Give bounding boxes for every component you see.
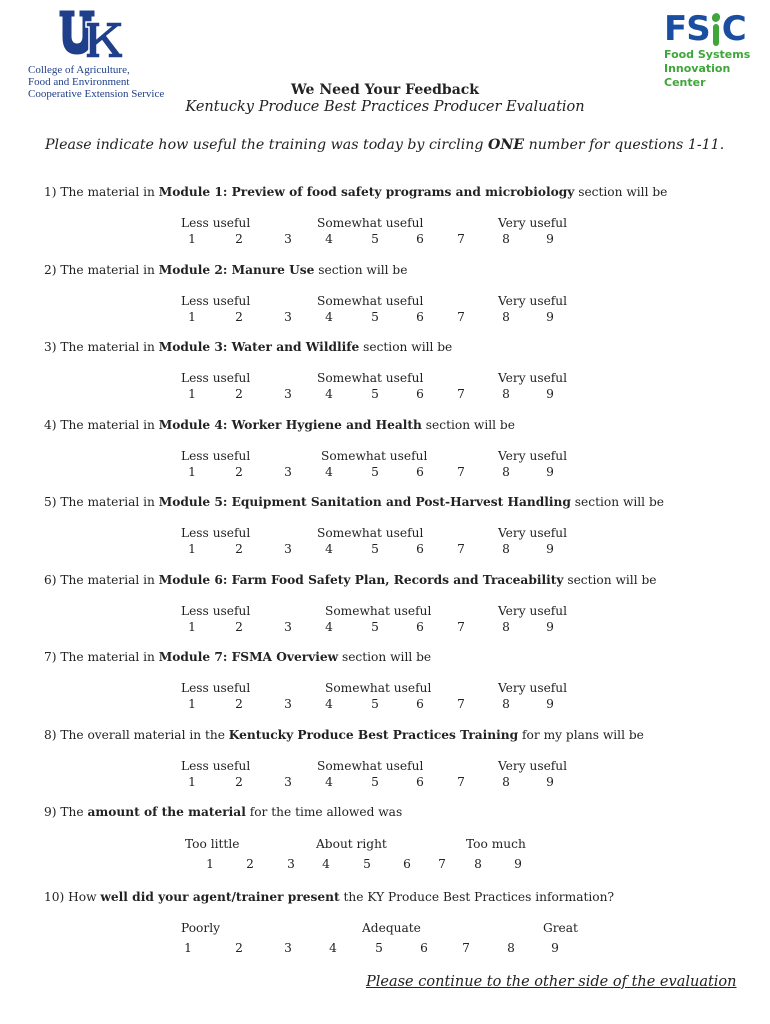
- scale-high-label: Very useful: [498, 216, 568, 230]
- scale-low-label: Poorly: [181, 921, 220, 935]
- scale-mid-label: Somewhat useful: [317, 294, 424, 308]
- rating-option[interactable]: 4: [325, 465, 333, 479]
- rating-option[interactable]: 7: [457, 697, 465, 711]
- question-topic: Module 7: FSMA Overview: [158, 650, 339, 664]
- rating-option[interactable]: 9: [546, 620, 554, 634]
- question-prefix: 6) The material in: [44, 573, 159, 587]
- page-subtitle: Kentucky Produce Best Practices Producer Evaluation: [185, 99, 585, 115]
- uk-line-3: Cooperative Extension Service: [28, 88, 165, 100]
- rating-scale-4: [0, 465, 770, 481]
- rating-option[interactable]: 6: [416, 465, 424, 479]
- fsic-line-3: Center: [664, 76, 706, 89]
- question-suffix: section will be: [570, 495, 664, 509]
- rating-option[interactable]: 2: [235, 310, 243, 324]
- scale-mid-label: Somewhat useful: [317, 371, 424, 385]
- scale-mid-label: Somewhat useful: [325, 681, 432, 695]
- question-prefix: 8) The overall material in the: [44, 728, 229, 742]
- scale-mid-label: About right: [316, 837, 387, 851]
- rating-option[interactable]: 8: [502, 310, 510, 324]
- question-prefix: 3) The material in: [44, 340, 159, 354]
- question-2: [44, 263, 407, 277]
- rating-option[interactable]: 8: [502, 542, 510, 556]
- uk-line-1: College of Agriculture,: [28, 64, 130, 76]
- rating-option[interactable]: 4: [325, 775, 333, 789]
- question-suffix: section will be: [359, 340, 453, 354]
- rating-option[interactable]: 5: [363, 857, 371, 871]
- question-prefix: 4) The material in: [44, 418, 159, 432]
- rating-option[interactable]: 3: [284, 465, 292, 479]
- rating-option[interactable]: 7: [462, 941, 470, 955]
- rating-scale-5: [0, 542, 770, 558]
- question-prefix: 10) How: [44, 890, 101, 904]
- rating-scale-9: [0, 857, 770, 873]
- rating-option[interactable]: 7: [457, 232, 465, 246]
- rating-scale-6: [0, 620, 770, 636]
- rating-option[interactable]: 4: [325, 620, 333, 634]
- fsic-word-part-1: FS: [664, 9, 710, 49]
- rating-option[interactable]: 9: [546, 542, 554, 556]
- rating-option[interactable]: 7: [457, 542, 465, 556]
- scale-low-label: Too little: [185, 837, 240, 851]
- rating-option[interactable]: 5: [371, 542, 379, 556]
- question-topic: Module 3: Water and Wildlife: [158, 340, 360, 354]
- fsic-logo: [664, 9, 764, 90]
- question-6: [44, 573, 657, 587]
- rating-option[interactable]: 3: [284, 387, 292, 401]
- rating-option[interactable]: 3: [287, 857, 295, 871]
- fsic-word-part-2: C: [721, 9, 746, 49]
- rating-option[interactable]: 5: [371, 465, 379, 479]
- rating-option[interactable]: 1: [188, 775, 196, 789]
- rating-option[interactable]: 8: [507, 941, 515, 955]
- question-7: [44, 650, 431, 664]
- rating-option[interactable]: 8: [502, 775, 510, 789]
- rating-option[interactable]: 1: [188, 620, 196, 634]
- rating-option[interactable]: 4: [325, 387, 333, 401]
- question-suffix: section will be: [338, 650, 432, 664]
- scale-labels-5: [0, 526, 770, 542]
- rating-option[interactable]: 1: [188, 465, 196, 479]
- question-topic: Module 5: Equipment Sanitation and Post-Harvest Handling: [158, 495, 571, 509]
- scale-high-label: Great: [543, 921, 578, 935]
- rating-option[interactable]: 1: [188, 697, 196, 711]
- instructions-emphasis: ONE: [487, 137, 525, 153]
- question-topic: Module 1: Preview of food safety programs and microbiology: [158, 185, 575, 199]
- rating-option[interactable]: 1: [206, 857, 214, 871]
- question-1: [44, 185, 667, 199]
- page-title: We Need Your Feedback: [290, 82, 480, 98]
- fsic-line-2: Innovation: [664, 62, 731, 75]
- rating-option[interactable]: 7: [457, 620, 465, 634]
- rating-option[interactable]: 2: [235, 620, 243, 634]
- question-8: [44, 728, 644, 742]
- question-suffix: for the time allowed was: [245, 805, 403, 819]
- question-topic: amount of the material: [87, 805, 246, 819]
- scale-labels-10: [0, 921, 770, 937]
- rating-option[interactable]: 3: [284, 310, 292, 324]
- continue-note: Please continue to the other side of the evaluation: [366, 974, 737, 990]
- rating-option[interactable]: 6: [416, 775, 424, 789]
- rating-option[interactable]: 2: [235, 465, 243, 479]
- question-10: [44, 890, 614, 904]
- scale-low-label: Less useful: [181, 371, 251, 385]
- rating-option[interactable]: 1: [188, 387, 196, 401]
- question-3: [44, 340, 452, 354]
- rating-option[interactable]: 8: [502, 465, 510, 479]
- rating-option[interactable]: 1: [188, 232, 196, 246]
- scale-high-label: Very useful: [498, 449, 568, 463]
- sprout-i-icon: [711, 12, 721, 46]
- instructions: [45, 137, 724, 153]
- rating-option[interactable]: 4: [322, 857, 330, 871]
- rating-option[interactable]: 7: [457, 310, 465, 324]
- scale-low-label: Less useful: [181, 759, 251, 773]
- scale-labels-6: [0, 604, 770, 620]
- rating-option[interactable]: 5: [371, 387, 379, 401]
- rating-option[interactable]: 6: [416, 542, 424, 556]
- scale-labels-4: [0, 449, 770, 465]
- scale-high-label: Very useful: [498, 681, 568, 695]
- rating-scale-10: [0, 941, 770, 957]
- rating-option[interactable]: 5: [371, 697, 379, 711]
- rating-option[interactable]: 2: [235, 941, 243, 955]
- rating-option[interactable]: 3: [284, 697, 292, 711]
- scale-labels-2: [0, 294, 770, 310]
- uk-monogram-icon: [58, 8, 124, 60]
- scale-low-label: Less useful: [181, 604, 251, 618]
- rating-option[interactable]: 3: [284, 232, 292, 246]
- scale-high-label: Very useful: [498, 371, 568, 385]
- question-topic: well did your agent/trainer present: [100, 890, 340, 904]
- scale-mid-label: Somewhat useful: [321, 449, 428, 463]
- rating-option[interactable]: 5: [371, 620, 379, 634]
- rating-option[interactable]: 9: [551, 941, 559, 955]
- rating-option[interactable]: 6: [416, 310, 424, 324]
- question-suffix: section will be: [563, 573, 657, 587]
- question-prefix: 2) The material in: [44, 263, 159, 277]
- rating-option[interactable]: 9: [546, 387, 554, 401]
- rating-scale-3: [0, 387, 770, 403]
- rating-option[interactable]: 9: [546, 775, 554, 789]
- rating-option[interactable]: 6: [416, 232, 424, 246]
- scale-mid-label: Somewhat useful: [317, 526, 424, 540]
- rating-option[interactable]: 8: [502, 387, 510, 401]
- rating-option[interactable]: 5: [371, 232, 379, 246]
- rating-option[interactable]: 6: [403, 857, 411, 871]
- question-prefix: 1) The material in: [44, 185, 159, 199]
- rating-option[interactable]: 8: [502, 620, 510, 634]
- scale-labels-8: [0, 759, 770, 775]
- scale-high-label: Too much: [466, 837, 526, 851]
- rating-option[interactable]: 3: [284, 620, 292, 634]
- rating-scale-8: [0, 775, 770, 791]
- rating-option[interactable]: 1: [188, 542, 196, 556]
- rating-option[interactable]: 1: [188, 310, 196, 324]
- instructions-text-end: number for questions 1-11.: [524, 137, 725, 153]
- scale-low-label: Less useful: [181, 526, 251, 540]
- scale-labels-9: [0, 837, 770, 853]
- question-suffix: for my plans will be: [518, 728, 644, 742]
- rating-scale-7: [0, 697, 770, 713]
- rating-option[interactable]: 5: [375, 941, 383, 955]
- question-prefix: 7) The material in: [44, 650, 159, 664]
- question-prefix: 9) The: [44, 805, 88, 819]
- question-prefix: 5) The material in: [44, 495, 159, 509]
- rating-option[interactable]: 4: [325, 697, 333, 711]
- fsic-line-1: Food Systems: [664, 48, 751, 61]
- scale-mid-label: Somewhat useful: [317, 759, 424, 773]
- rating-option[interactable]: 9: [546, 310, 554, 324]
- rating-option[interactable]: 6: [416, 697, 424, 711]
- rating-option[interactable]: 4: [325, 310, 333, 324]
- question-5: [44, 495, 664, 509]
- scale-labels-1: [0, 216, 770, 232]
- rating-option[interactable]: 6: [420, 941, 428, 955]
- question-suffix: section will be: [314, 263, 408, 277]
- uk-line-2: Food and Environment: [28, 76, 130, 88]
- rating-option[interactable]: 9: [546, 232, 554, 246]
- question-topic: Kentucky Produce Best Practices Training: [228, 728, 519, 742]
- rating-option[interactable]: 9: [514, 857, 522, 871]
- rating-option[interactable]: 3: [284, 542, 292, 556]
- rating-option[interactable]: 2: [235, 387, 243, 401]
- scale-low-label: Less useful: [181, 294, 251, 308]
- question-topic: Module 4: Worker Hygiene and Health: [158, 418, 422, 432]
- rating-option[interactable]: 1: [184, 941, 192, 955]
- rating-option[interactable]: 4: [325, 542, 333, 556]
- scale-high-label: Very useful: [498, 604, 568, 618]
- question-4: [44, 418, 515, 432]
- rating-option[interactable]: 4: [325, 232, 333, 246]
- rating-option[interactable]: 9: [546, 697, 554, 711]
- rating-option[interactable]: 9: [546, 465, 554, 479]
- question-9: [44, 805, 402, 819]
- question-topic: Module 2: Manure Use: [158, 263, 315, 277]
- scale-high-label: Very useful: [498, 294, 568, 308]
- rating-option[interactable]: 5: [371, 310, 379, 324]
- rating-option[interactable]: 8: [474, 857, 482, 871]
- rating-option[interactable]: 2: [246, 857, 254, 871]
- scale-labels-3: [0, 371, 770, 387]
- rating-option[interactable]: 3: [284, 775, 292, 789]
- scale-low-label: Less useful: [181, 449, 251, 463]
- scale-low-label: Less useful: [181, 681, 251, 695]
- rating-scale-2: [0, 310, 770, 326]
- rating-option[interactable]: 3: [284, 941, 292, 955]
- rating-option[interactable]: 7: [438, 857, 446, 871]
- rating-option[interactable]: 2: [235, 232, 243, 246]
- scale-mid-label: Adequate: [362, 921, 421, 935]
- question-suffix: the KY Produce Best Practices information?: [339, 890, 614, 904]
- scale-mid-label: Somewhat useful: [317, 216, 424, 230]
- rating-option[interactable]: 7: [457, 387, 465, 401]
- rating-option[interactable]: 6: [416, 620, 424, 634]
- scale-labels-7: [0, 681, 770, 697]
- rating-option[interactable]: 2: [235, 775, 243, 789]
- rating-option[interactable]: 2: [235, 697, 243, 711]
- scale-mid-label: Somewhat useful: [325, 604, 432, 618]
- scale-low-label: Less useful: [181, 216, 251, 230]
- rating-option[interactable]: 2: [235, 542, 243, 556]
- scale-high-label: Very useful: [498, 759, 568, 773]
- question-topic: Module 6: Farm Food Safety Plan, Records and Traceability: [158, 573, 564, 587]
- rating-option[interactable]: 7: [457, 465, 465, 479]
- rating-scale-1: [0, 232, 770, 248]
- rating-option[interactable]: 7: [457, 775, 465, 789]
- question-suffix: section will be: [421, 418, 515, 432]
- scale-high-label: Very useful: [498, 526, 568, 540]
- rating-option[interactable]: 8: [502, 697, 510, 711]
- rating-option[interactable]: 8: [502, 232, 510, 246]
- rating-option[interactable]: 6: [416, 387, 424, 401]
- instructions-text: Please indicate how useful the training was today by circling: [45, 137, 488, 153]
- question-suffix: section will be: [574, 185, 668, 199]
- rating-option[interactable]: 4: [329, 941, 337, 955]
- rating-option[interactable]: 5: [371, 775, 379, 789]
